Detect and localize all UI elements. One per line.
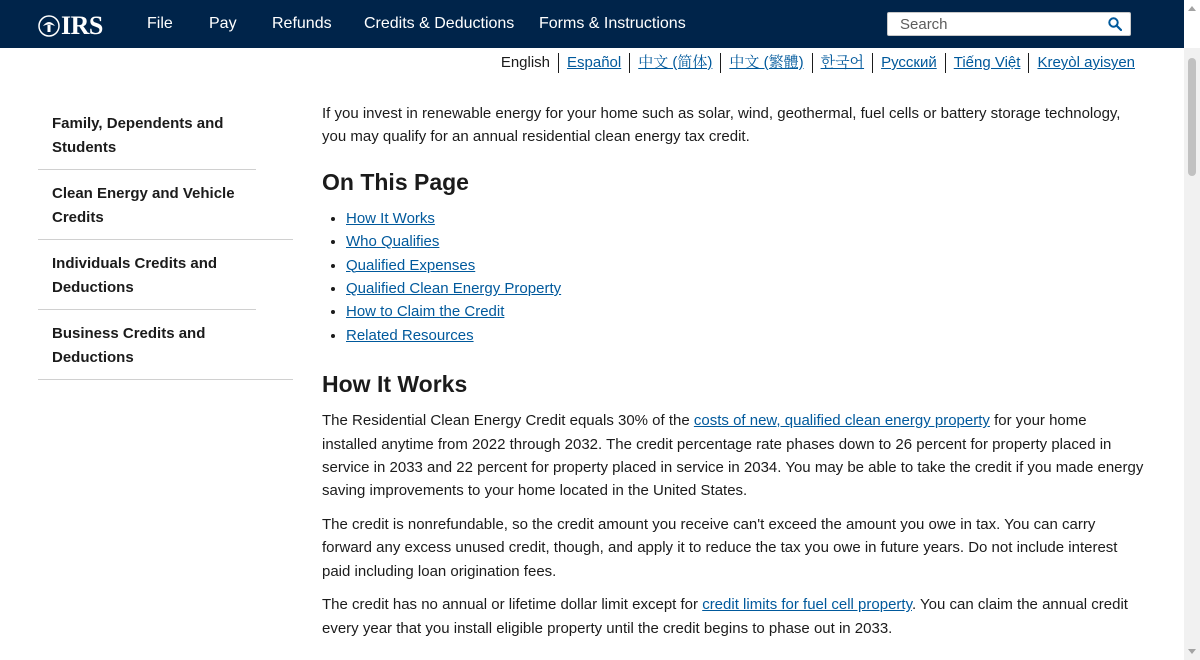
nav-forms-instructions[interactable]: Forms & Instructions [539,15,686,32]
toc-link-how-it-works[interactable]: How It Works [346,209,435,227]
link-qualified-property-costs[interactable]: costs of new, qualified clean energy property [693,412,990,430]
sidebar-item-family[interactable]: Family, Dependents and Students [38,100,256,170]
toc-item [346,230,1144,253]
search-input[interactable] [888,14,1110,34]
toc-item [346,277,1144,300]
toc-link-qualified-expenses[interactable]: Qualified Expenses [346,256,476,274]
search-box [887,12,1131,36]
toc-link-who-qualifies[interactable]: Who Qualifies [346,233,440,251]
paragraph-nonrefundable: The credit is nonrefundable, so the credit amount you receive can't exceed the amount you owe in tax. You can carry forward any excess unused credit, though, and apply it to reduce the tax you owe in future years. Do not include interest paid including loan origination fees. [322,515,1118,580]
toc-list [322,207,1144,347]
toc-item [346,254,1144,277]
language-bar [493,52,1143,74]
toc-link-qualified-property[interactable]: Qualified Clean Energy Property [346,280,562,298]
text-span: for your home installed anytime from 2022 through 2032. The credit percentage rate phases down to 26 percent for property placed in service in 2033 and 22 percent for property placed in service in 2034. You may be able to take the credit if you made energy saving improvements to your home located in the United States. [322,412,1144,500]
vertical-scrollbar[interactable] [1184,48,1200,660]
paragraph-credit-amount [322,409,1144,503]
scrollbar-cap [1184,0,1200,48]
lang-spanish[interactable]: Español [558,53,629,73]
nav-credits-deductions[interactable]: Credits & Deductions [364,15,515,32]
toc-link-related-resources[interactable]: Related Resources [346,326,474,344]
search-icon[interactable] [1108,17,1122,31]
site-header [0,0,1184,48]
text-span: The Residential Clean Energy Credit equals 30% of the [322,412,694,430]
lang-russian[interactable]: Русский [872,53,945,73]
text-span: . You can claim the annual credit every year that you install eligible property until the credit begins to phase out in 2033. [322,596,1128,637]
lang-haitian-creole[interactable]: Kreyòl ayisyen [1028,53,1143,73]
scrollbar-thumb[interactable] [1188,58,1196,176]
paragraph-limits [322,593,1144,640]
main-nav [147,0,686,48]
toc-link-how-to-claim[interactable]: How to Claim the Credit [346,303,505,321]
link-fuel-cell-limits[interactable]: credit limits for fuel cell property [702,596,912,614]
section-heading: How It Works [322,371,468,398]
sidebar-item-clean-energy[interactable]: Clean Energy and Vehicle Credits [38,170,293,240]
nav-pay[interactable]: Pay [209,15,237,32]
intro-paragraph: If you invest in renewable energy for your home such as solar, wind, geothermal, fuel cells or battery storage technology, you may qualify for an annual residential clean energy tax credit. [322,105,1121,146]
lang-chinese-traditional[interactable]: 中文 (繁體) [720,53,811,73]
irs-logo[interactable] [38,11,103,41]
scroll-down-arrow-icon[interactable] [1188,649,1196,654]
lang-korean[interactable]: 한국어 [812,53,872,73]
sidebar [38,100,293,380]
toc-item [346,300,1144,323]
text-span: The credit has no annual or lifetime dollar limit except for [322,596,703,614]
toc-item [346,207,1144,230]
lang-english[interactable]: English [500,54,551,71]
lang-vietnamese[interactable]: Tiếng Việt [945,53,1029,73]
toc-item [346,324,1144,347]
irs-eagle-icon [38,15,60,37]
main-content [322,102,1144,650]
sidebar-item-business[interactable]: Business Credits and Deductions [38,310,293,380]
lang-chinese-simplified[interactable]: 中文 (简体) [629,53,720,73]
nav-file[interactable]: File [147,15,173,32]
scroll-up-arrow-icon[interactable] [1188,6,1196,11]
nav-refunds[interactable]: Refunds [272,15,332,32]
sidebar-item-individuals[interactable]: Individuals Credits and Deductions [38,240,256,310]
toc-heading: On This Page [322,168,469,195]
logo-text: IRS [61,11,103,40]
